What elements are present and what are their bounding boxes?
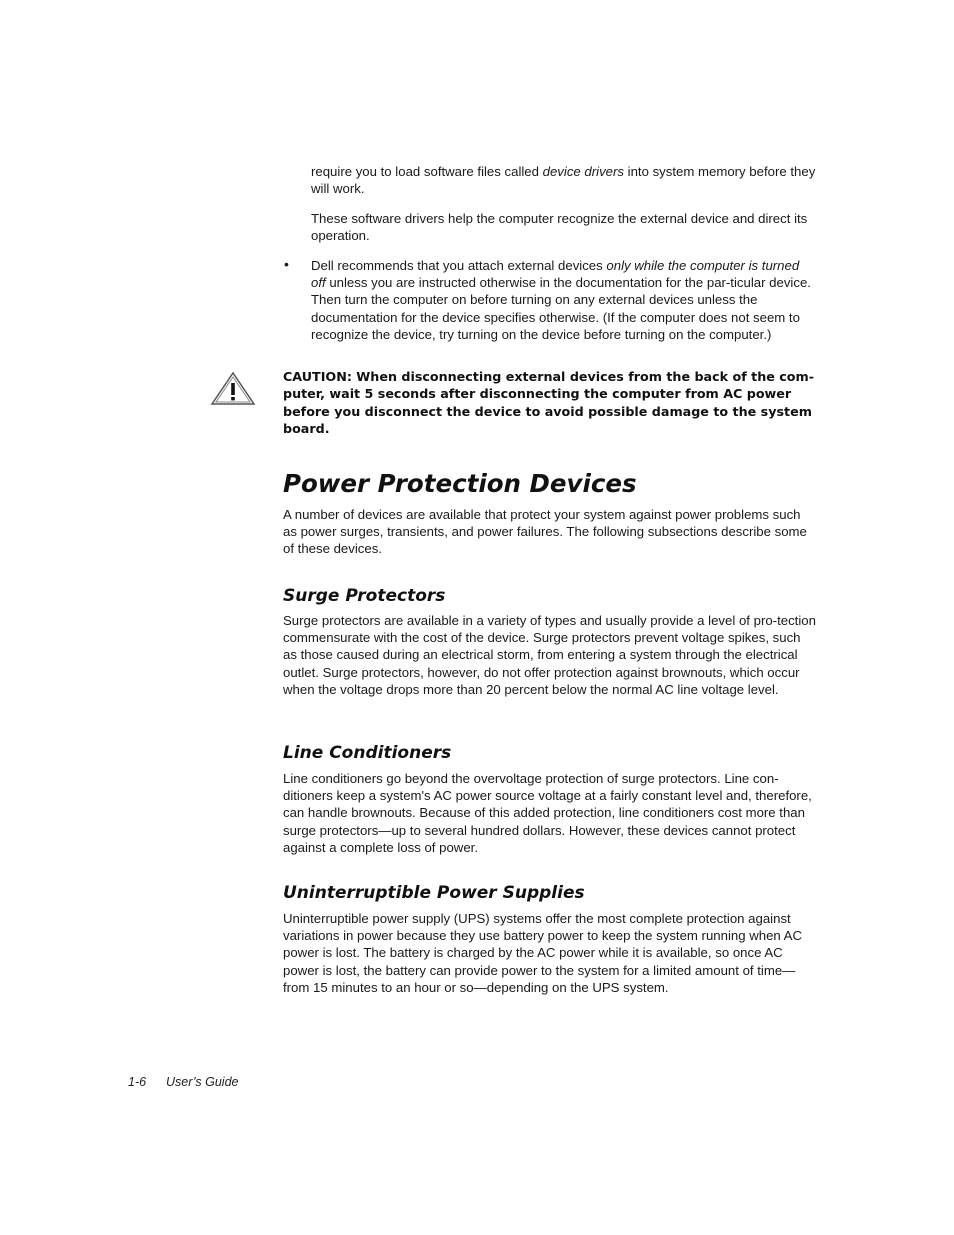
warning-triangle-icon bbox=[210, 370, 256, 406]
intro-paragraph-1 bbox=[311, 163, 816, 197]
bullet-paragraph bbox=[311, 257, 816, 343]
caution-text: CAUTION: When disconnecting external devices from the back of the com-puter, wait 5 seconds after disconnecting the computer from AC power before you disconnect the device to avoid possible damage to the system board. bbox=[283, 369, 814, 437]
subsection-heading-ups: Uninterruptible Power Supplies bbox=[283, 883, 585, 903]
page-number: 1-6 bbox=[128, 1075, 147, 1089]
surge-protectors-paragraph: Surge protectors are available in a variety of types and usually provide a level of pro-tection commensurate with the cost of the device. Surge protectors prevent voltage spikes, such as those caused during an electrical storm, from entering a system through the electrical outlet. Surge protectors, however, do not offer protection against brownouts, which occur when the voltage drops more than 20 percent below the normal AC line voltage level. bbox=[283, 613, 816, 697]
page-footer bbox=[128, 1074, 239, 1090]
bullet-text-b: unless you are instructed otherwise in the documentation for the par-ticular device. Then turn the computer on before turning on any external devices unless the documentation for the device specifies otherwise. (If the computer does not seem to recognize the device, try turning on the device before turning on the computer.) bbox=[311, 275, 811, 342]
footer-title: User’s Guide bbox=[166, 1075, 239, 1089]
bullet-marker: • bbox=[284, 256, 289, 272]
intro-paragraph-2: These software drivers help the computer recognize the external device and direct its operation. bbox=[311, 211, 808, 244]
section-heading-power-protection: Power Protection Devices bbox=[283, 469, 637, 498]
bullet-text-a: Dell recommends that you attach external devices bbox=[311, 258, 607, 273]
power-protection-paragraph: A number of devices are available that protect your system against power problems such as power surges, transients, and power failures. The following subsections describe some of these devices. bbox=[283, 507, 807, 557]
subsection-heading-surge-protectors: Surge Protectors bbox=[283, 586, 446, 606]
intro-text-b: into system memory before they will work. bbox=[311, 164, 816, 197]
line-conditioners-paragraph: Line conditioners go beyond the overvoltage protection of surge protectors. Line con-ditioners keep a system's AC power source voltage at a fairly constant level and, therefore, can handle brownouts. Because of this added protection, line conditioners cost more than surge protectors—up to several hundred dollars. However, these devices cannot protect against a complete loss of power. bbox=[283, 771, 812, 855]
bullet-emphasis: only while the computer is turned off bbox=[311, 258, 800, 291]
intro-text-a: require you to load software files called bbox=[311, 164, 543, 179]
subsection-heading-line-conditioners: Line Conditioners bbox=[283, 743, 452, 763]
ups-paragraph: Uninterruptible power supply (UPS) systems offer the most complete protection against variations in power because they use battery power to keep the system running when AC power is lost. The battery is charged by the AC power while it is available, so once AC power is lost, the battery can provide power to the system for a limited amount of time—from 15 minutes to an hour or so—depending on the UPS system. bbox=[283, 911, 802, 995]
intro-emphasis: device drivers bbox=[542, 164, 624, 179]
